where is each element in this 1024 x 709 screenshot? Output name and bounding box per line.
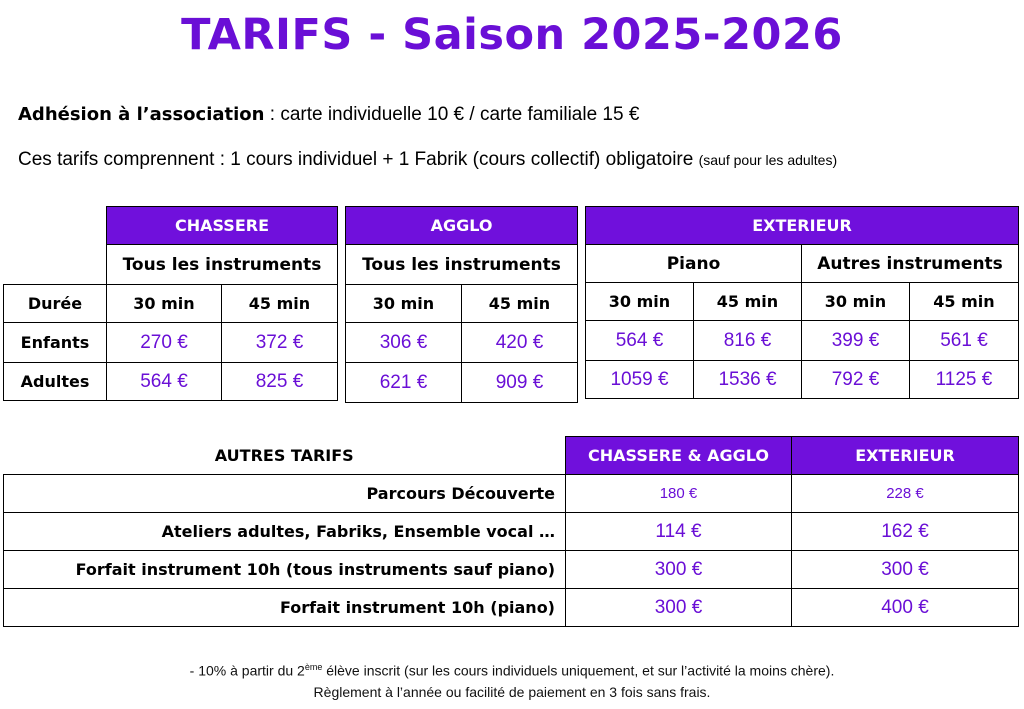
price-cell: 300 € — [566, 551, 792, 589]
exterieur-header: EXTERIEUR — [586, 207, 1019, 245]
discount-note-text: - 10% à partir du 2 — [189, 662, 305, 679]
row-label: Forfait instrument 10h (tous instruments sauf piano) — [4, 551, 566, 589]
footer-notes — [0, 657, 1024, 703]
agglo-subheader: Tous les instruments — [346, 245, 578, 285]
column-header: 45 min — [462, 285, 578, 323]
price-cell: 180 € — [566, 475, 792, 513]
chassere-subheader: Tous les instruments — [107, 245, 338, 285]
price-cell: 300 € — [566, 589, 792, 627]
table-row — [346, 323, 578, 363]
column-header: 45 min — [222, 285, 338, 323]
other-col-chassere-agglo: CHASSERE & AGGLO — [566, 437, 792, 475]
row-label: Forfait instrument 10h (piano) — [4, 589, 566, 627]
exterieur-piano-subheader: Piano — [586, 245, 802, 283]
price-cell: 400 € — [792, 589, 1019, 627]
price-cell: 561 € — [910, 321, 1019, 361]
table-row — [586, 361, 1019, 399]
price-cell: 816 € — [694, 321, 802, 361]
chassere-table — [3, 206, 338, 401]
price-cell: 1536 € — [694, 361, 802, 399]
other-rates-table — [3, 436, 1019, 627]
row-label: Parcours Découverte — [4, 475, 566, 513]
includes-note: (sauf pour les adultes) — [698, 152, 838, 168]
column-header: 30 min — [346, 285, 462, 323]
price-cell: 306 € — [346, 323, 462, 363]
price-cell: 300 € — [792, 551, 1019, 589]
price-cell: 621 € — [346, 363, 462, 403]
table-row — [4, 323, 338, 363]
table-row — [346, 363, 578, 403]
column-header: 30 min — [802, 283, 910, 321]
includes-line — [18, 149, 837, 171]
table-row — [4, 475, 1019, 513]
table-row — [4, 513, 1019, 551]
includes-text: Ces tarifs comprennent : 1 cours individuel + 1 Fabrik (cours collectif) obligatoire — [18, 149, 699, 170]
discount-note-sup: ème — [304, 662, 323, 672]
price-cell: 1059 € — [586, 361, 694, 399]
chassere-header: CHASSERE — [107, 207, 338, 245]
price-cell: 825 € — [222, 363, 338, 401]
row-label: Ateliers adultes, Fabriks, Ensemble vocal … — [4, 513, 566, 551]
price-cell: 564 € — [107, 363, 222, 401]
price-cell: 372 € — [222, 323, 338, 363]
table-row — [586, 321, 1019, 361]
column-header: 30 min — [586, 283, 694, 321]
duration-label: Durée — [4, 285, 107, 323]
agglo-header: AGGLO — [346, 207, 578, 245]
price-cell: 162 € — [792, 513, 1019, 551]
column-header: 45 min — [694, 283, 802, 321]
membership-text: : carte individuelle 10 € / carte familiale 15 € — [264, 104, 640, 125]
price-cell: 564 € — [586, 321, 694, 361]
price-cell: 420 € — [462, 323, 578, 363]
price-cell: 1125 € — [910, 361, 1019, 399]
payment-note: Règlement à l’année ou facilité de paiement en 3 fois sans frais. — [313, 683, 711, 700]
price-cell: 270 € — [107, 323, 222, 363]
row-label-enfants: Enfants — [4, 323, 107, 363]
membership-label: Adhésion à l’association — [18, 104, 265, 125]
discount-note-text-end: élève inscrit (sur les cours individuels uniquement, et sur l’activité la moins chère). — [322, 662, 835, 679]
other-col-exterieur: EXTERIEUR — [792, 437, 1019, 475]
row-label-adultes: Adultes — [4, 363, 107, 401]
price-cell: 114 € — [566, 513, 792, 551]
price-cell: 399 € — [802, 321, 910, 361]
price-cell: 909 € — [462, 363, 578, 403]
price-cell: 792 € — [802, 361, 910, 399]
other-rates-title: AUTRES TARIFS — [4, 437, 566, 475]
table-row — [4, 551, 1019, 589]
exterieur-autres-subheader: Autres instruments — [802, 245, 1019, 283]
column-header: 45 min — [910, 283, 1019, 321]
exterieur-table — [585, 206, 1019, 399]
discount-note — [0, 657, 1024, 682]
table-row — [4, 363, 338, 401]
column-header: 30 min — [107, 285, 222, 323]
price-cell: 228 € — [792, 475, 1019, 513]
agglo-table — [345, 206, 578, 403]
page-title: TARIFS - Saison 2025-2026 — [181, 10, 843, 60]
membership-line — [18, 104, 639, 126]
table-row — [4, 589, 1019, 627]
